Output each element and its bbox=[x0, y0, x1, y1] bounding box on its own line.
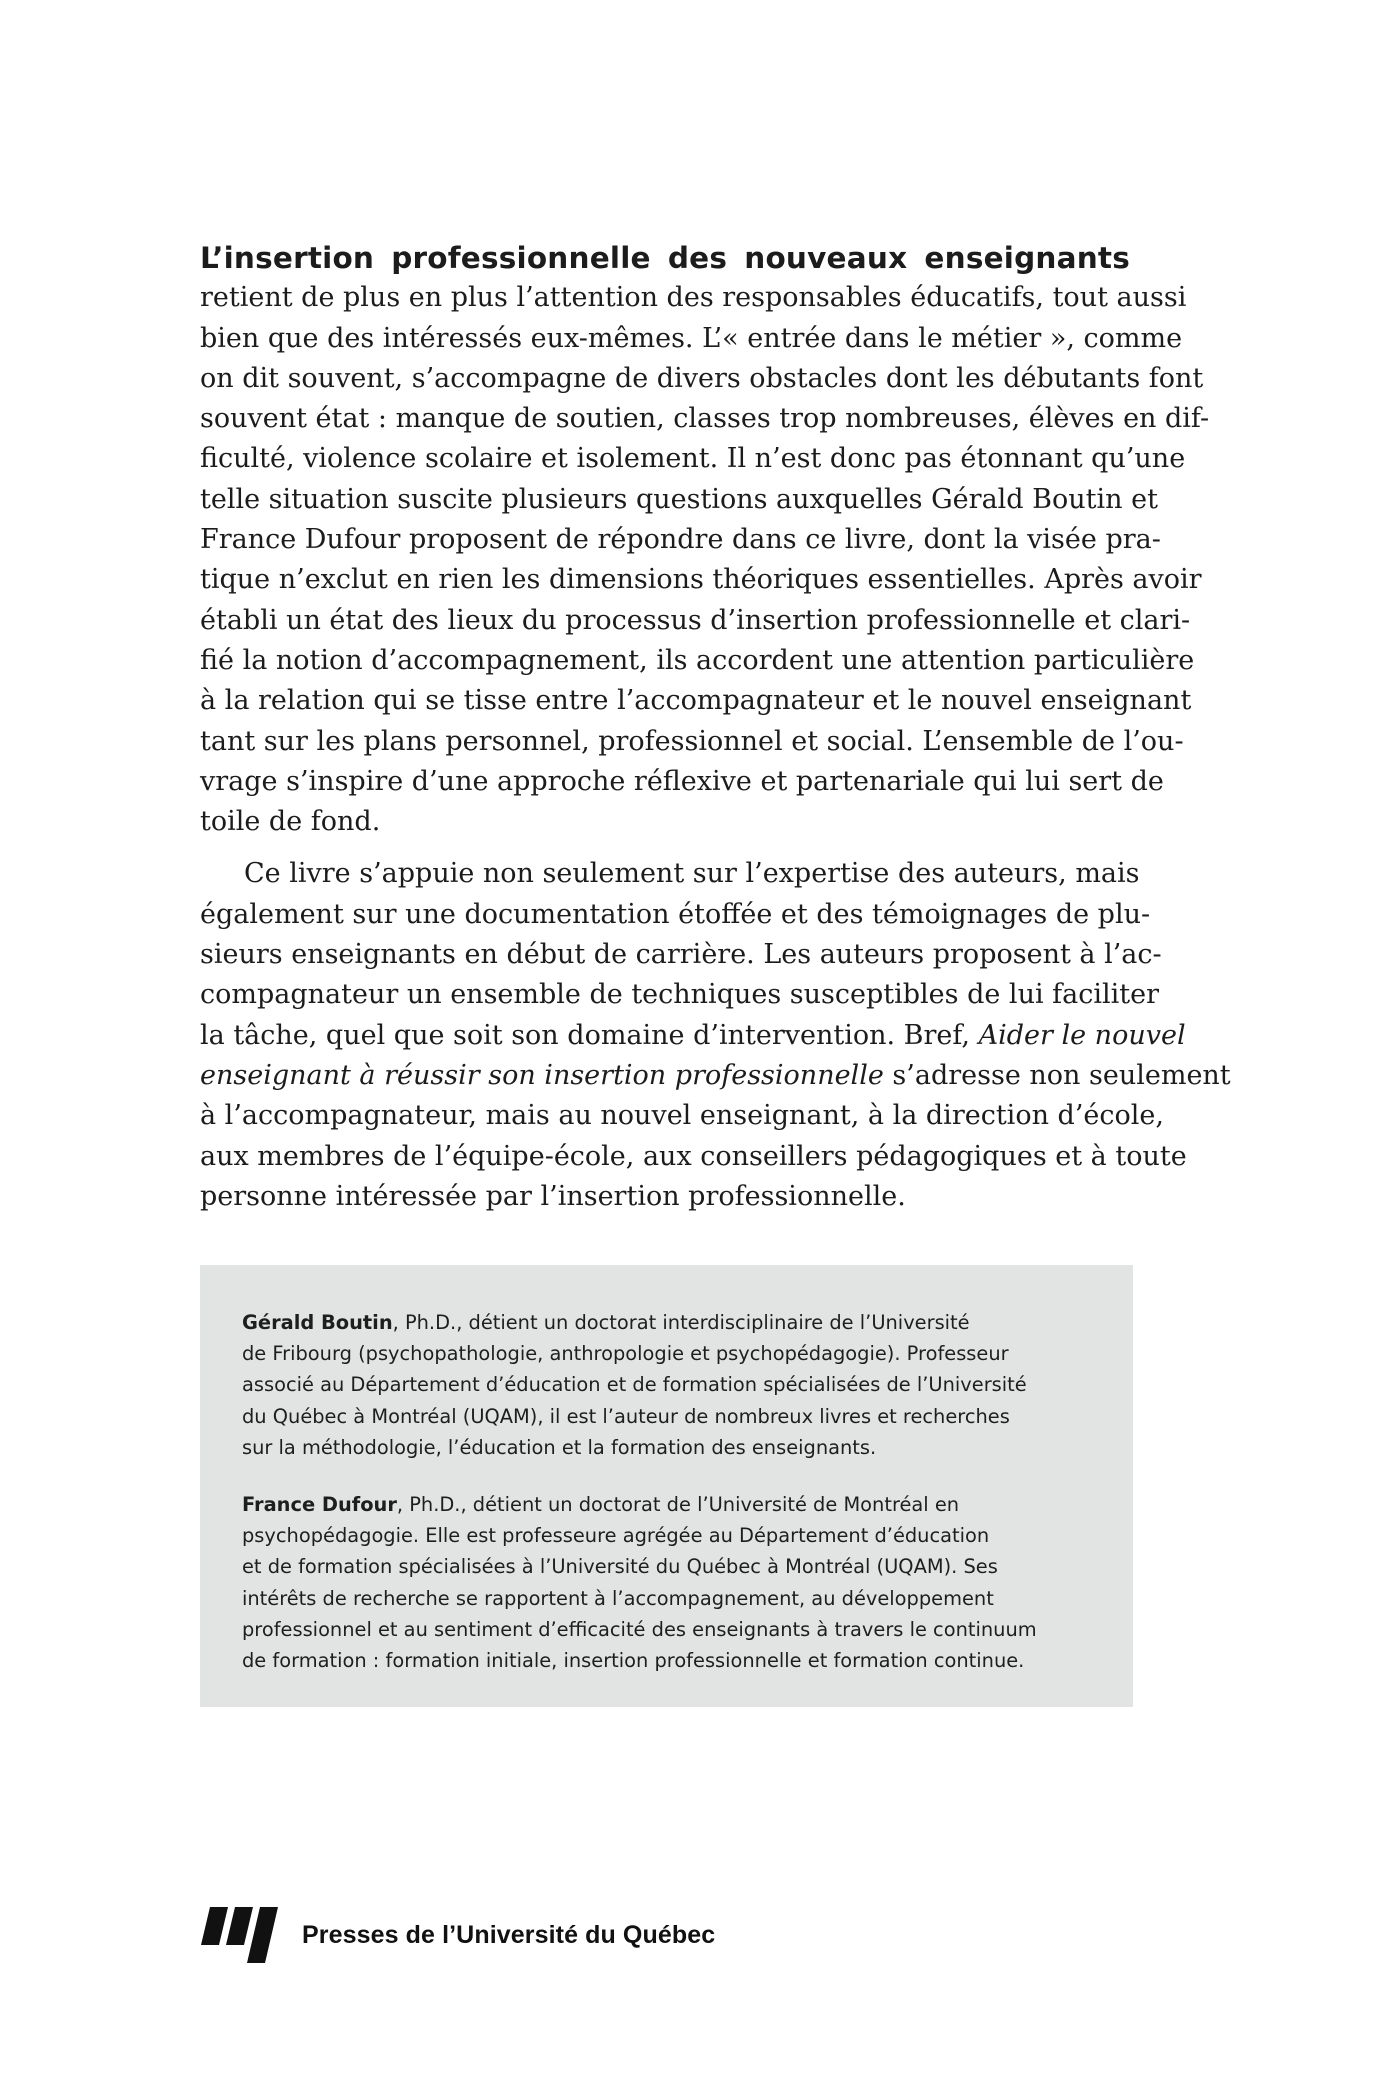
bio-line: de Fribourg (psychopathologie, anthropologie et psychopédagogie). Professeur bbox=[242, 1342, 1009, 1366]
author-name: Gérald Boutin bbox=[242, 1311, 393, 1334]
headline: L’insertion professionnelle des nouveaux enseignants bbox=[200, 241, 1130, 275]
text-line: également sur une documentation étoffée et des témoignages de plu- bbox=[200, 898, 1151, 930]
author-bio bbox=[242, 1307, 1093, 1463]
bio-line: professionnel et au sentiment d’efficacité des enseignants à travers le continuum bbox=[242, 1617, 1037, 1641]
text-line: établi un état des lieux du processus d’insertion professionnelle et clari- bbox=[200, 604, 1191, 636]
bio-line: psychopédagogie. Elle est professeure agrégée au Département d’éducation bbox=[242, 1524, 990, 1548]
publisher-footer bbox=[200, 1905, 715, 1965]
back-cover-text bbox=[200, 238, 1231, 1217]
text-line: ficulté, violence scolaire et isolement. Il n’est donc pas étonnant qu’une bbox=[200, 443, 1186, 475]
bio-line: associé au Département d’éducation et de formation spécialisées de l’Université bbox=[242, 1373, 1027, 1397]
text-line: aux membres de l’équipe-école, aux conseillers pédagogiques et à toute bbox=[200, 1140, 1187, 1172]
bio-line: sur la méthodologie, l’éducation et la formation des enseignants. bbox=[242, 1435, 877, 1459]
bio-line: intérêts de recherche se rapportent à l’accompagnement, au développement bbox=[242, 1586, 994, 1610]
text-line: tique n’exclut en rien les dimensions théoriques essentielles. Après avoir bbox=[200, 564, 1202, 596]
text-line: tant sur les plans personnel, professionnel et social. L’ensemble de l’ou- bbox=[200, 725, 1184, 757]
text-line: telle situation suscite plusieurs questions auxquelles Gérald Boutin et bbox=[200, 483, 1158, 515]
author-name: France Dufour bbox=[242, 1493, 397, 1517]
text-line: à l’accompagnateur, mais au nouvel enseignant, à la direction d’école, bbox=[200, 1100, 1164, 1132]
text-line: souvent état : manque de soutien, classes trop nombreuses, élèves en dif- bbox=[200, 403, 1210, 435]
text-line: personne intéressée par l’insertion professionnelle. bbox=[200, 1180, 906, 1212]
text-line bbox=[200, 1056, 1231, 1096]
text-line: compagnateur un ensemble de techniques susceptibles de lui faciliter bbox=[200, 979, 1160, 1011]
text-line: à la relation qui se tisse entre l’accompagnateur et le nouvel enseignant bbox=[200, 685, 1192, 717]
text-line bbox=[200, 1016, 1186, 1056]
bio-line: de formation : formation initiale, insertion professionnelle et formation continue. bbox=[242, 1649, 1025, 1673]
text-line: France Dufour proposent de répondre dans ce livre, dont la visée pra- bbox=[200, 524, 1161, 556]
book-title: Aider le nouvel bbox=[978, 1019, 1186, 1051]
text-line: on dit souvent, s’accompagne de divers obstacles dont les débutants font bbox=[200, 362, 1204, 394]
text-line: bien que des intéressés eux-mêmes. L’« entrée dans le métier », comme bbox=[200, 322, 1183, 354]
text-line: toile de fond. bbox=[200, 806, 381, 838]
text-segment: la tâche, quel que soit son domaine d’intervention. Bref, bbox=[200, 1019, 970, 1051]
text-line: sieurs enseignants en début de carrière. Les auteurs proposent à l’ac- bbox=[200, 939, 1162, 971]
text-line: retient de plus en plus l’attention des responsables éducatifs, tout aussi bbox=[200, 282, 1187, 314]
bio-line bbox=[242, 1307, 1093, 1338]
bio-line bbox=[242, 1489, 1093, 1520]
publisher-name: Presses de l’Université du Québec bbox=[302, 1920, 716, 1949]
puq-logo-icon bbox=[200, 1905, 290, 1965]
bio-text: , Ph.D., détient un doctorat interdisciplinaire de l’Université bbox=[392, 1311, 970, 1334]
text-segment: s’adresse non seulement bbox=[892, 1059, 1231, 1091]
bio-line: du Québec à Montréal (UQAM), il est l’auteur de nombreux livres et recherches bbox=[242, 1404, 1010, 1428]
book-title: enseignant à réussir son insertion professionnelle bbox=[200, 1059, 884, 1091]
author-bio-box bbox=[200, 1265, 1133, 1707]
bio-line: et de formation spécialisées à l’Université du Québec à Montréal (UQAM). Ses bbox=[242, 1555, 998, 1579]
text-line: vrage s’inspire d’une approche réflexive et partenariale qui lui sert de bbox=[200, 765, 1164, 797]
bio-text: , Ph.D., détient un doctorat de l’Université de Montréal en bbox=[396, 1493, 960, 1517]
text-line: Ce livre s’appuie non seulement sur l’expertise des auteurs, mais bbox=[244, 858, 1140, 890]
text-line: fié la notion d’accompagnement, ils accordent une attention particulière bbox=[200, 644, 1195, 676]
author-bio bbox=[242, 1489, 1093, 1676]
